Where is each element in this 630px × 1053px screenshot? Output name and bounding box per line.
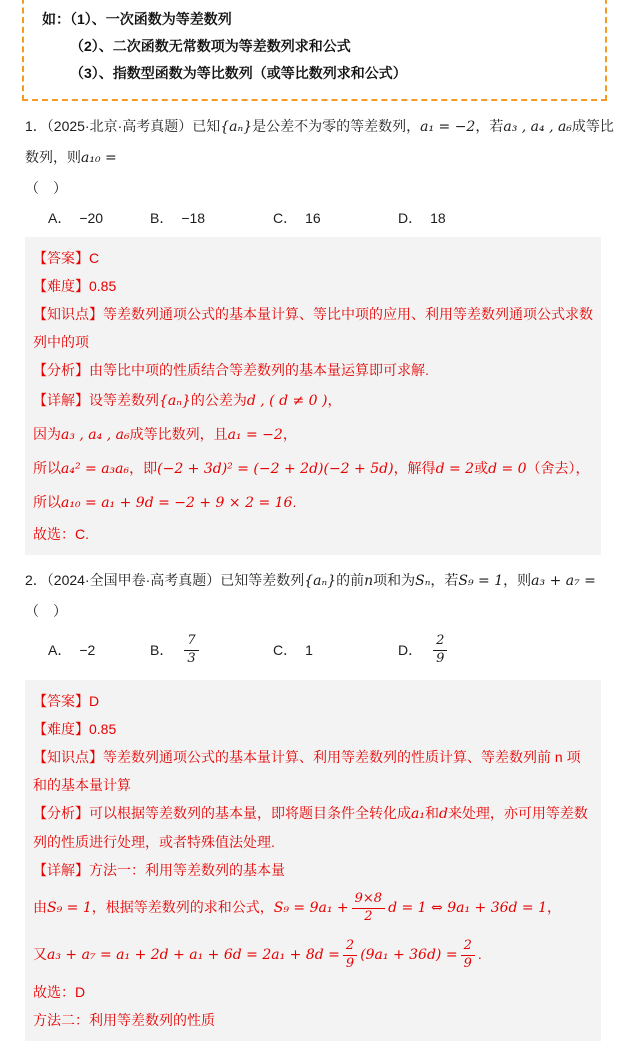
note-box [22, 0, 607, 101]
question-1-option-d [398, 208, 446, 228]
analysis-line: 【分析】可以根据等差数列的基本量，即将题目条件全转化成a₁和d来处理，亦可用等差数列的性质进行处理，或者特殊值法处理. [33, 805, 588, 850]
option-value: 18 [430, 210, 446, 226]
option-letter: A． [48, 642, 72, 658]
sum-formula-line: 由S₉ = 1，根据等差数列的求和公式，S₉ = 9a₁ + $\frac{9\times 8}{2}$ d = 1 ⇔ 9a₁ + 36d = 1， [33, 890, 562, 924]
fraction: $\frac{7}{3}$ [184, 634, 198, 667]
option-letter: D． [398, 642, 423, 658]
question-2-option-b [150, 634, 273, 667]
question-2-option-d [398, 634, 450, 667]
option-letter: D． [398, 210, 423, 226]
note-line-3: （3）、指数型函数为等比数列（或等比数列求和公式） [70, 65, 407, 81]
derivation-line-2: 所以a₁₀ = a₁ + 9d = −2 + 9 × 2 = 16. [33, 494, 297, 511]
question-1-solution-block [25, 237, 601, 555]
fraction: $\frac{2}{9}$ [461, 939, 475, 972]
note-line-1: 如：（1）、一次函数为等差数列 [42, 11, 232, 27]
option-letter: A． [48, 210, 72, 226]
knowledge-line: 【知识点】等差数列通项公式的基本量计算、利用等差数列的性质计算、等差数列前 n 项和的基本量计算 [33, 749, 581, 793]
derivation-line-1: 所以a₄² = a₃a₆，即(−2 + 3d)² = (−2 + 2d)(−2 + 5d)，解得d = 2或d = 0（舍去）， [33, 460, 590, 477]
fraction: $\frac{2}{9}$ [343, 939, 357, 972]
question-1-paren: （ ） [25, 180, 67, 196]
question-1-stem: 1．（2025·北京·高考真题）已知{aₙ}是公差不为零的等差数列，a₁ = −2，若a₃ , a₄ , a₆成等比数列，则a₁₀ = [25, 118, 614, 166]
because-line: 因为a₃ , a₄ , a₆成等比数列，且a₁ = −2， [33, 426, 297, 443]
option-value: 1 [305, 642, 313, 658]
note-line-2: （2）、二次函数无常数项为等差数列求和公式 [70, 38, 351, 54]
option-value: −2 [79, 642, 96, 658]
option-letter: C． [273, 210, 298, 226]
question-2-solution-block [25, 680, 601, 1041]
conclusion-line: 故选：C. [33, 526, 89, 542]
method-2-line: 方法二：利用等差数列的性质 [33, 1012, 215, 1028]
question-1-option-b [150, 208, 273, 228]
option-value: −20 [79, 210, 104, 226]
a3-plus-a7-line: 又a₃ + a₇ = a₁ + 2d + a₁ + 6d = 2a₁ + 8d = $\frac{2}{9}$ (9a₁ + 36d) = $\frac{2}{9}$ . [33, 937, 482, 971]
question-2-options [0, 626, 630, 674]
difficulty-line: 【难度】0.85 [33, 278, 117, 294]
option-letter: B． [150, 210, 174, 226]
fraction: $\frac{9\times 8}{2}$ [352, 892, 385, 925]
answer-line: 【答案】C [33, 250, 100, 266]
fraction: $\frac{2}{9}$ [433, 634, 447, 667]
option-value [430, 634, 450, 667]
answer-line: 【答案】D [33, 693, 100, 709]
conclusion-line: 故选：D [33, 984, 86, 1000]
option-value [181, 634, 201, 667]
detail-line: 【详解】设等差数列{aₙ}的公差为d , ( d ≠ 0 )， [33, 392, 342, 409]
option-value: 16 [305, 210, 321, 226]
option-letter: B． [150, 642, 174, 658]
method-1-line: 【详解】方法一：利用等差数列的基本量 [33, 862, 285, 878]
analysis-line: 【分析】由等比中项的性质结合等差数列的基本量运算即可求解. [33, 362, 429, 378]
question-1-options [0, 205, 630, 231]
question-2-option-a [48, 640, 150, 660]
option-letter: C． [273, 642, 298, 658]
option-value: −18 [181, 210, 206, 226]
question-2-option-c [273, 640, 398, 660]
question-1-option-c [273, 208, 398, 228]
difficulty-line: 【难度】0.85 [33, 721, 117, 737]
knowledge-line: 【知识点】等差数列通项公式的基本量计算、等比中项的应用、利用等差数列通项公式求数列中的项 [33, 306, 593, 350]
question-1-option-a [48, 208, 150, 228]
question-2-stem: 2．（2024·全国甲卷·高考真题）已知等差数列{aₙ}的前n项和为Sₙ，若S₉ = 1，则a₃ + a₇ =（ ） [25, 572, 596, 619]
